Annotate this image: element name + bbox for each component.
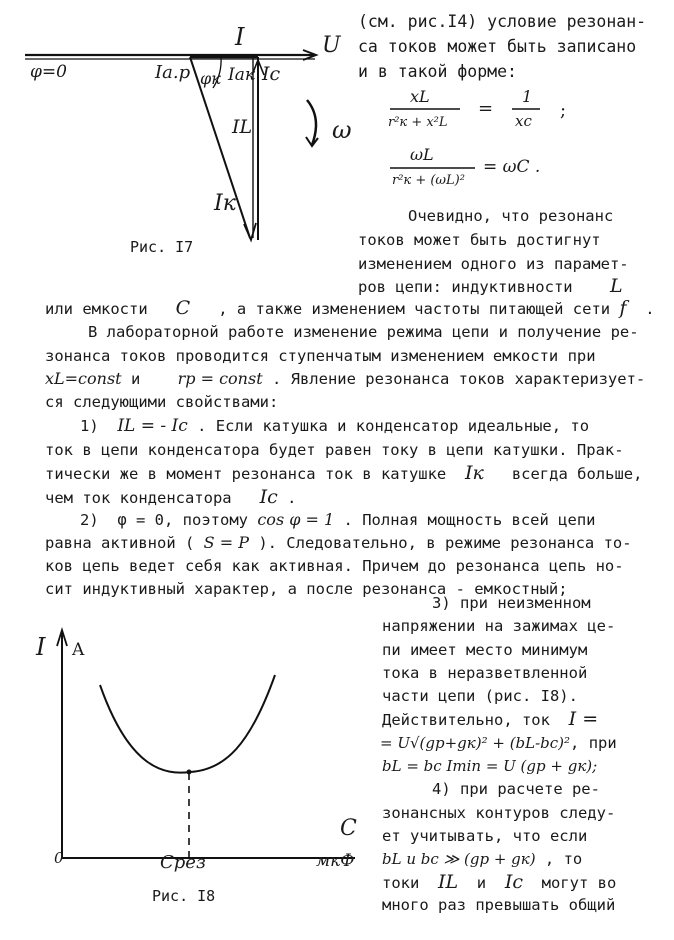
rotation-arrow [307,100,316,145]
svg-text:r²к + (ωL)²: r²к + (ωL)² [392,173,465,188]
text-line: xL=const и rр = const . Явление резонанса токов характеризует- [45,369,646,388]
y-label: I [36,633,46,661]
text-line: напряжении на зажимах це- [382,617,616,635]
svg-text:ωL: ωL [410,145,434,164]
text-line: Очевидно, что резонанс [408,207,614,225]
text-line: тически же в момент резонанса ток в катушке Iк всегда больше, [45,462,643,484]
text-line: зонанса токов проводится ступенчатым изменением емкости при [45,347,596,365]
text-line: ет учитывать, что если [382,827,588,845]
figure-17-caption: Рис. I7 [130,238,194,256]
resonance-equations [370,80,640,200]
text-line: много раз превышать общий [382,896,616,914]
x-label: C [340,816,357,841]
text-line: тока в неразветвленной [382,664,588,682]
text-line: ров цепи: индуктивности L [358,275,623,297]
text-line: зонансных контуров следу- [382,804,616,822]
current-curve [100,675,275,773]
text-line: сит индуктивный характер, а после резонанса - емкостный; [45,580,568,598]
svg-text:;: ; [560,100,567,121]
text-line: 3) при неизменном [432,594,591,612]
text-line: и в такой форме: [358,62,517,81]
label-phik: φк [200,69,221,88]
text-line: 2) φ = 0, поэтому cos φ = 1 . Полная мощность всей цепи [80,510,596,529]
text-line: чем ток конденсатора Ic . [45,486,297,508]
text-line: 4) при расчете ре- [432,780,600,798]
text-line: токов может быть достигнут [358,231,601,249]
text-line: части цепи (рис. I8). [382,687,578,705]
resonance-capacitance-label: Cрез [160,852,206,873]
label-Ik: Iк [214,191,236,216]
svg-text:xc: xc [515,112,532,130]
text-line: са токов может быть записано [358,37,637,56]
text-line: ся следующими свойствами: [45,393,279,411]
text-line: (см. рис.I4) условие резонан- [358,12,647,31]
label-U: U [322,33,341,58]
label-omega: ω [332,116,352,144]
label-Ic: Ic [262,63,281,85]
text-line: bL = bc Imin = U (gр + gк); [382,757,598,775]
figure-18-resonance-curve [0,610,370,920]
text-line: токи IL и Ic могут во [382,871,617,893]
text-line: ток в цепи конденсатора будет равен току в цепи катушки. Прак- [45,441,624,459]
text-line: или емкости C , а также изменением частоты питающей сети f . [45,297,655,319]
text-line: В лабораторной работе изменение режима цепи и получение ре- [88,323,639,341]
x-unit: мкФ [316,851,355,871]
text-line: равна активной ( S = P ). Следовательно, в режиме резонанса то- [45,533,632,552]
text-line: 1) IL = - Ic . Если катушка и конденсатор идеальные, то [80,416,590,436]
text-line: пи имеет место минимум [382,641,588,659]
svg-text:1: 1 [522,87,533,106]
text-line: ков цепь ведет себя как активная. Причем до резонанса цепь но- [45,557,624,575]
svg-text:xL: xL [410,87,430,106]
label-IL: IL [232,116,253,138]
label-I: I [235,23,245,51]
svg-text:=: = [478,98,494,119]
text-line: изменением одного из парамет- [358,255,629,273]
y-unit: A [72,640,85,660]
label-Iak: Iак [228,65,256,85]
figure-18-caption: Рис. I8 [152,887,216,905]
text-line: Действительно, ток I = [382,708,599,730]
label-phi0: φ=0 [30,62,67,82]
svg-text:= ωC .: = ωC . [483,157,541,177]
svg-text:r²к + x²L: r²к + x²L [388,115,448,130]
origin-label: 0 [54,849,64,867]
text-line: = U√(gр+gк)² + (bL-bc)², при [380,734,617,752]
label-Iap: Ia.р [155,62,191,83]
text-line: bL и bc ≫ (gр + gк) , то [382,850,583,868]
figure-17-vector-diagram [0,0,360,260]
